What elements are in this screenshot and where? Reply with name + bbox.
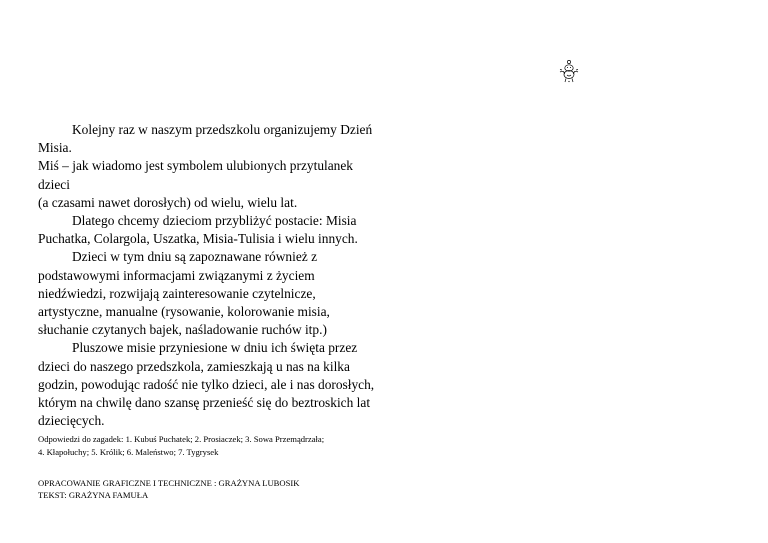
text-line: artystyczne, manualne (rysowanie, kolorowanie misia,: [38, 304, 330, 320]
text-line: Puchatka, Colargola, Uszatka, Misia-Tulisia i wielu innych.: [38, 231, 358, 247]
riddle-answers: [38, 433, 398, 458]
answers-line: 4. Kłapołuchy; 5. Królik; 6. Maleństwo; 7. Tygrysek: [38, 446, 219, 457]
teddy-bear-ornament-icon: [556, 58, 582, 84]
answers-line: Odpowiedzi do zagadek: 1. Kubuś Puchatek; 2. Prosiaczek; 3. Sowa Przemądrzała;: [38, 434, 325, 444]
text-line: dzieci: [38, 176, 70, 192]
text-line: godzin, powodując radość nie tylko dzieci, ale i nas dorosłych,: [38, 376, 375, 392]
text-line: Miś – jak wiadomo jest symbolem ulubionych przytulanek: [38, 158, 354, 174]
text-line: podstawowymi informacjami związanymi z życiem: [38, 267, 315, 283]
credits-graphics: OPRACOWANIE GRAFICZNE I TECHNICZNE : GRAŻYNA LUBOSIK: [38, 478, 300, 488]
text-line: dziecięcych.: [38, 413, 105, 429]
text-line: dzieci do naszego przedszkola, zamieszkają u nas na kilka: [38, 358, 350, 374]
credits-text: TEKST: GRAŻYNA FAMUŁA: [38, 490, 149, 500]
text-line: (a czasami nawet dorosłych) od wielu, wielu lat.: [38, 194, 298, 210]
text-line: niedźwiedzi, rozwijają zainteresowanie czytelnicze,: [38, 285, 316, 301]
text-line: Dzieci w tym dniu są zapoznawane również z: [72, 249, 318, 265]
credits: [38, 477, 398, 501]
text-line: Dlatego chcemy dzieciom przybliżyć postacie: Misia: [72, 213, 357, 229]
text-line: Pluszowe misie przyniesione w dniu ich święta przez: [72, 340, 358, 356]
text-line: którym na chwilę dano szansę przenieść się do beztroskich lat: [38, 395, 371, 411]
text-line: Kolejny raz w naszym przedszkolu organizujemy Dzień: [72, 122, 373, 137]
text-line: słuchanie czytanych bajek, naśladowanie ruchów itp.): [38, 322, 327, 338]
text-line: Misia.: [38, 140, 72, 156]
main-text: [38, 121, 375, 430]
